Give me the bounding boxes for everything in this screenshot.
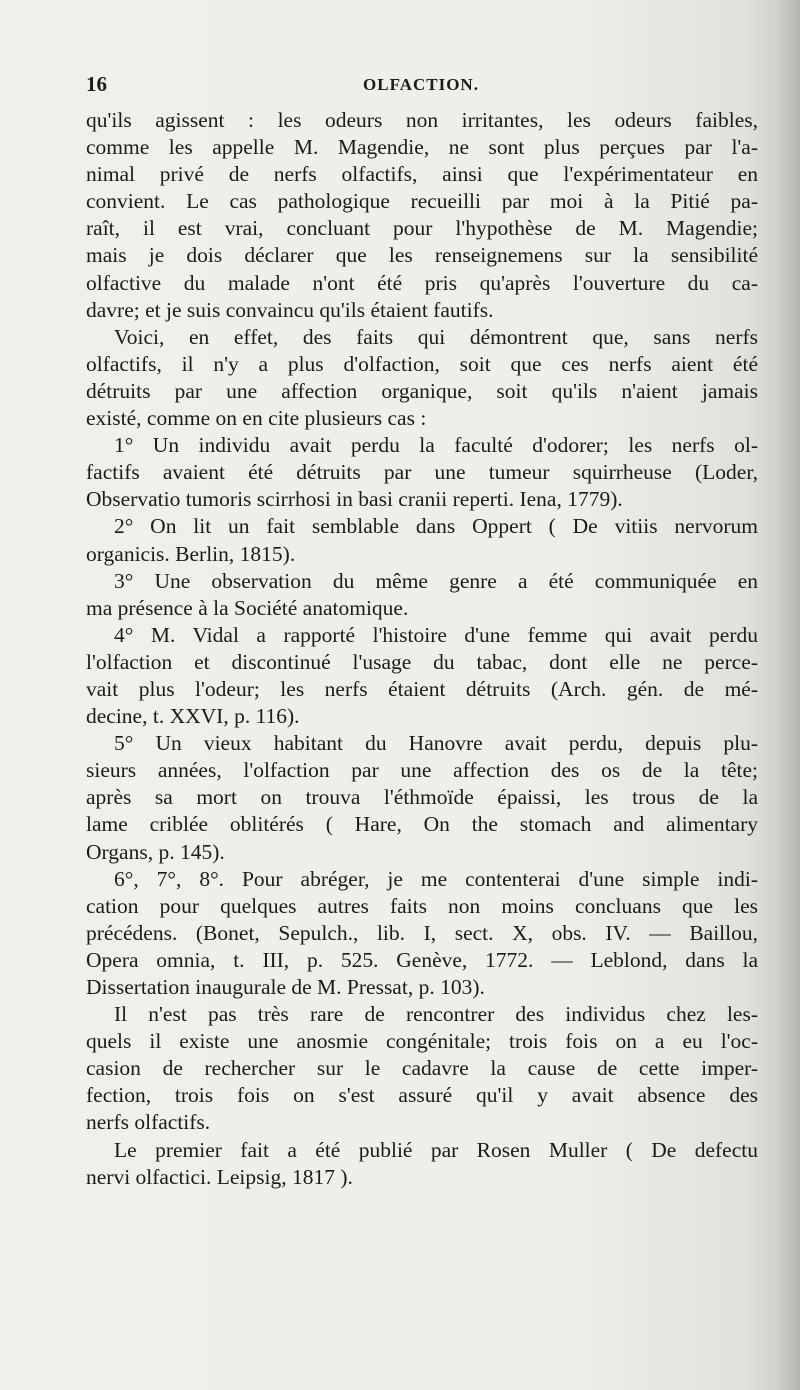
text-line: qu'ils agissent : les odeurs non irritantes, les odeurs faibles,	[86, 108, 758, 132]
text-line: mais je dois déclarer que les renseignemens sur la sensibilité	[86, 243, 758, 268]
paragraph	[86, 324, 758, 432]
text-line: Voici, en effet, des faits qui démontrent que, sans nerfs	[114, 324, 758, 349]
text-line: Opera omnia, t. III, p. 525. Genève, 1772. — Leblond, dans la	[86, 947, 758, 972]
text-line: 4° M. Vidal a rapporté l'histoire d'une femme qui avait perdu	[114, 622, 758, 647]
paragraph	[86, 1001, 758, 1136]
text-line: olfactifs, il n'y a plus d'olfaction, soit que ces nerfs aient été	[86, 351, 758, 376]
text-line: 1° Un individu avait perdu la faculté d'odorer; les nerfs ol-	[114, 433, 758, 458]
text-line: Le premier fait a été publié par Rosen Muller ( De defectu	[114, 1137, 758, 1162]
text-line: organicis. Berlin, 1815).	[86, 541, 296, 566]
text-line: raît, il est vrai, concluant pour l'hypothèse de M. Magendie;	[86, 216, 758, 241]
paragraph	[86, 568, 758, 622]
text-line: comme les appelle M. Magendie, ne sont plus perçues par l'a-	[86, 135, 758, 160]
paragraph	[86, 432, 758, 513]
text-line: 2° On lit un fait semblable dans Oppert ( De vitiis nervorum	[114, 514, 758, 539]
text-line: 5° Un vieux habitant du Hanovre avait perdu, depuis plu-	[114, 731, 758, 756]
paragraph	[86, 730, 758, 865]
paragraph	[86, 622, 758, 730]
text-line: Organs, p. 145).	[86, 839, 225, 864]
text-line: après sa mort on trouva l'éthmoïde épaissi, les trous de la	[86, 785, 758, 810]
text-line: l'olfaction et discontinué l'usage du tabac, dont elle ne perce-	[86, 649, 758, 674]
text-line: olfactive du malade n'ont été pris qu'après l'ouverture du ca-	[86, 270, 758, 295]
text-line: Il n'est pas très rare de rencontrer des individus chez les-	[114, 1002, 758, 1027]
text-line: decine, t. XXVI, p. 116).	[86, 704, 300, 729]
text-line: convient. Le cas pathologique recueilli par moi à la Pitié pa-	[86, 189, 758, 214]
page-number: 16	[86, 72, 107, 96]
text-line: nervi olfactici. Leipsig, 1817 ).	[86, 1164, 353, 1189]
text-line: fection, trois fois on s'est assuré qu'il y avait absence des	[86, 1083, 758, 1108]
paragraph	[86, 107, 758, 324]
text-line: 3° Une observation du même genre a été communiquée en	[114, 568, 758, 593]
paragraph	[86, 513, 758, 567]
text-line: quels il existe une anosmie congénitale; trois fois on a eu l'oc-	[86, 1029, 758, 1054]
paragraph	[86, 1137, 758, 1191]
text-line: nimal privé de nerfs olfactifs, ainsi que l'expérimentateur en	[86, 162, 758, 187]
page-header	[86, 72, 756, 106]
text-line: 6°, 7°, 8°. Pour abréger, je me contenterai d'une simple indi-	[114, 866, 758, 891]
text-line: vait plus l'odeur; les nerfs étaient détruits (Arch. gén. de mé-	[86, 676, 758, 701]
text-line: précédens. (Bonet, Sepulch., lib. I, sect. X, obs. IV. — Baillou,	[86, 920, 758, 945]
text-line: existé, comme on en cite plusieurs cas :	[86, 406, 427, 431]
page-edge-shadow	[776, 0, 800, 1390]
text-line: cation pour quelques autres faits non moins concluans que les	[86, 893, 758, 918]
text-line: lame criblée oblitérés ( Hare, On the stomach and alimentary	[86, 812, 758, 837]
text-line: Dissertation inaugurale de M. Pressat, p. 103).	[86, 975, 485, 999]
text-line: davre; et je suis convaincu qu'ils étaient fautifs.	[86, 297, 494, 322]
text-line: factifs avaient été détruits par une tumeur squirrheuse (Loder,	[86, 460, 758, 485]
text-line: Observatio tumoris scirrhosi in basi cranii reperti. Iena, 1779).	[86, 487, 623, 512]
body-text	[86, 107, 758, 1191]
paragraph	[86, 866, 758, 1001]
text-line: nerfs olfactifs.	[86, 1110, 211, 1135]
running-head: OLFACTION.	[363, 75, 479, 94]
text-line: ma présence à la Société anatomique.	[86, 595, 409, 620]
text-line: sieurs années, l'olfaction par une affection des os de la tête;	[86, 758, 758, 783]
text-line: casion de rechercher sur le cadavre la cause de cette imper-	[86, 1056, 758, 1081]
text-line: détruits par une affection organique, soit qu'ils n'aient jamais	[86, 378, 758, 403]
